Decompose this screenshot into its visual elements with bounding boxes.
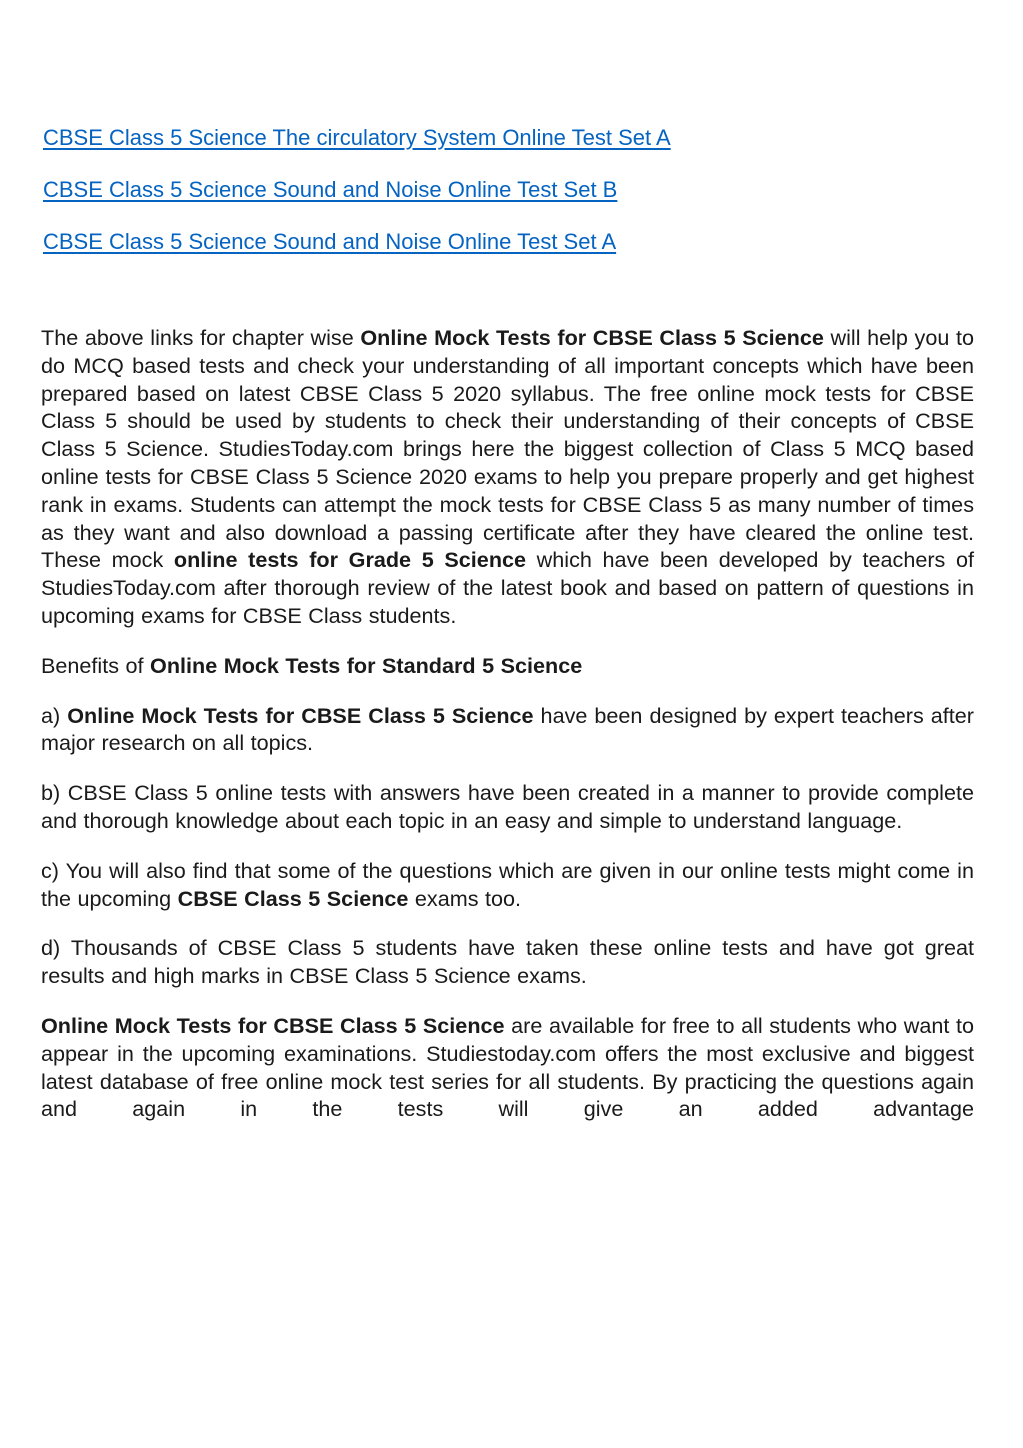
closing-bold: Online Mock Tests for CBSE Class 5 Science bbox=[41, 1012, 505, 1038]
benefit-point-a bbox=[41, 702, 974, 758]
link-sound-noise-test-a[interactable]: CBSE Class 5 Science Sound and Noise Online Test Set A bbox=[43, 229, 617, 254]
point-a-text-1: a) bbox=[41, 702, 68, 728]
closing-paragraph bbox=[41, 1012, 974, 1123]
benefit-point-b bbox=[41, 779, 974, 835]
point-b-text: b) CBSE Class 5 online tests with answers have been created in a manner to provide complete and thorough knowledge about each topic in an easy and simple to understand language. bbox=[41, 780, 974, 833]
point-a-bold: Online Mock Tests for CBSE Class 5 Science bbox=[67, 702, 534, 728]
benefit-point-d bbox=[41, 934, 974, 990]
intro-text-3: which have been developed by teachers of StudiesToday.com after thorough review of the latest book and based on pattern of questions in upcoming exams for CBSE Class students. bbox=[41, 547, 974, 628]
benefits-heading-bold: Online Mock Tests for Standard 5 Science bbox=[150, 652, 583, 678]
point-a-text-2: have been designed by expert teachers after major research on all topics. bbox=[41, 702, 974, 756]
point-c-text-2: exams too. bbox=[408, 885, 522, 911]
benefit-point-c bbox=[41, 857, 974, 913]
intro-bold-1: Online Mock Tests for CBSE Class 5 Science bbox=[360, 325, 824, 350]
link-circulatory-system-test-a[interactable]: CBSE Class 5 Science The circulatory System Online Test Set A bbox=[43, 125, 671, 150]
point-c-text-1: c) You will also find that some of the questions which are given in our online tests might come in the upcoming bbox=[41, 857, 974, 911]
benefits-heading bbox=[41, 652, 974, 680]
closing-text: are available for free to all students who want to appear in the upcoming examinations. Studiestoday.com offers the most exclusive and biggest latest database of free online mock test series for all students. By practicing the questions again and again in the tests will give an added advantage bbox=[41, 1012, 974, 1122]
list-item bbox=[43, 226, 974, 258]
point-d-text: d) Thousands of CBSE Class 5 students have taken these online tests and have got great results and high marks in CBSE Class 5 Science exams. bbox=[41, 935, 974, 989]
article-body bbox=[41, 324, 974, 1123]
intro-text-2: will help you to do MCQ based tests and check your understanding of all important concepts which have been prepared based on latest CBSE Class 5 2020 syllabus. The free online mock tests for CBSE Class 5 should be used by students to check their understanding of their concepts of CBSE Class 5 Science. StudiesToday.com brings here the biggest collection of Class 5 MCQ based online tests for CBSE Class 5 Science 2020 exams to help you prepare properly and get highest rank in exams. Students can attempt the mock tests for CBSE Class 5 as many number of times as they want and also download a passing certificate after they have cleared the online test. These mock bbox=[41, 325, 974, 573]
list-item bbox=[43, 122, 974, 154]
intro-bold-2: online tests for Grade 5 Science bbox=[173, 547, 527, 573]
intro-paragraph bbox=[41, 324, 974, 630]
benefits-heading-text: Benefits of bbox=[41, 652, 151, 678]
point-c-bold: CBSE Class 5 Science bbox=[177, 885, 409, 911]
link-sound-noise-test-b[interactable]: CBSE Class 5 Science Sound and Noise Online Test Set B bbox=[43, 177, 618, 202]
intro-text-1: The above links for chapter wise bbox=[41, 325, 361, 350]
list-item bbox=[43, 174, 974, 206]
test-links-list bbox=[41, 122, 974, 258]
